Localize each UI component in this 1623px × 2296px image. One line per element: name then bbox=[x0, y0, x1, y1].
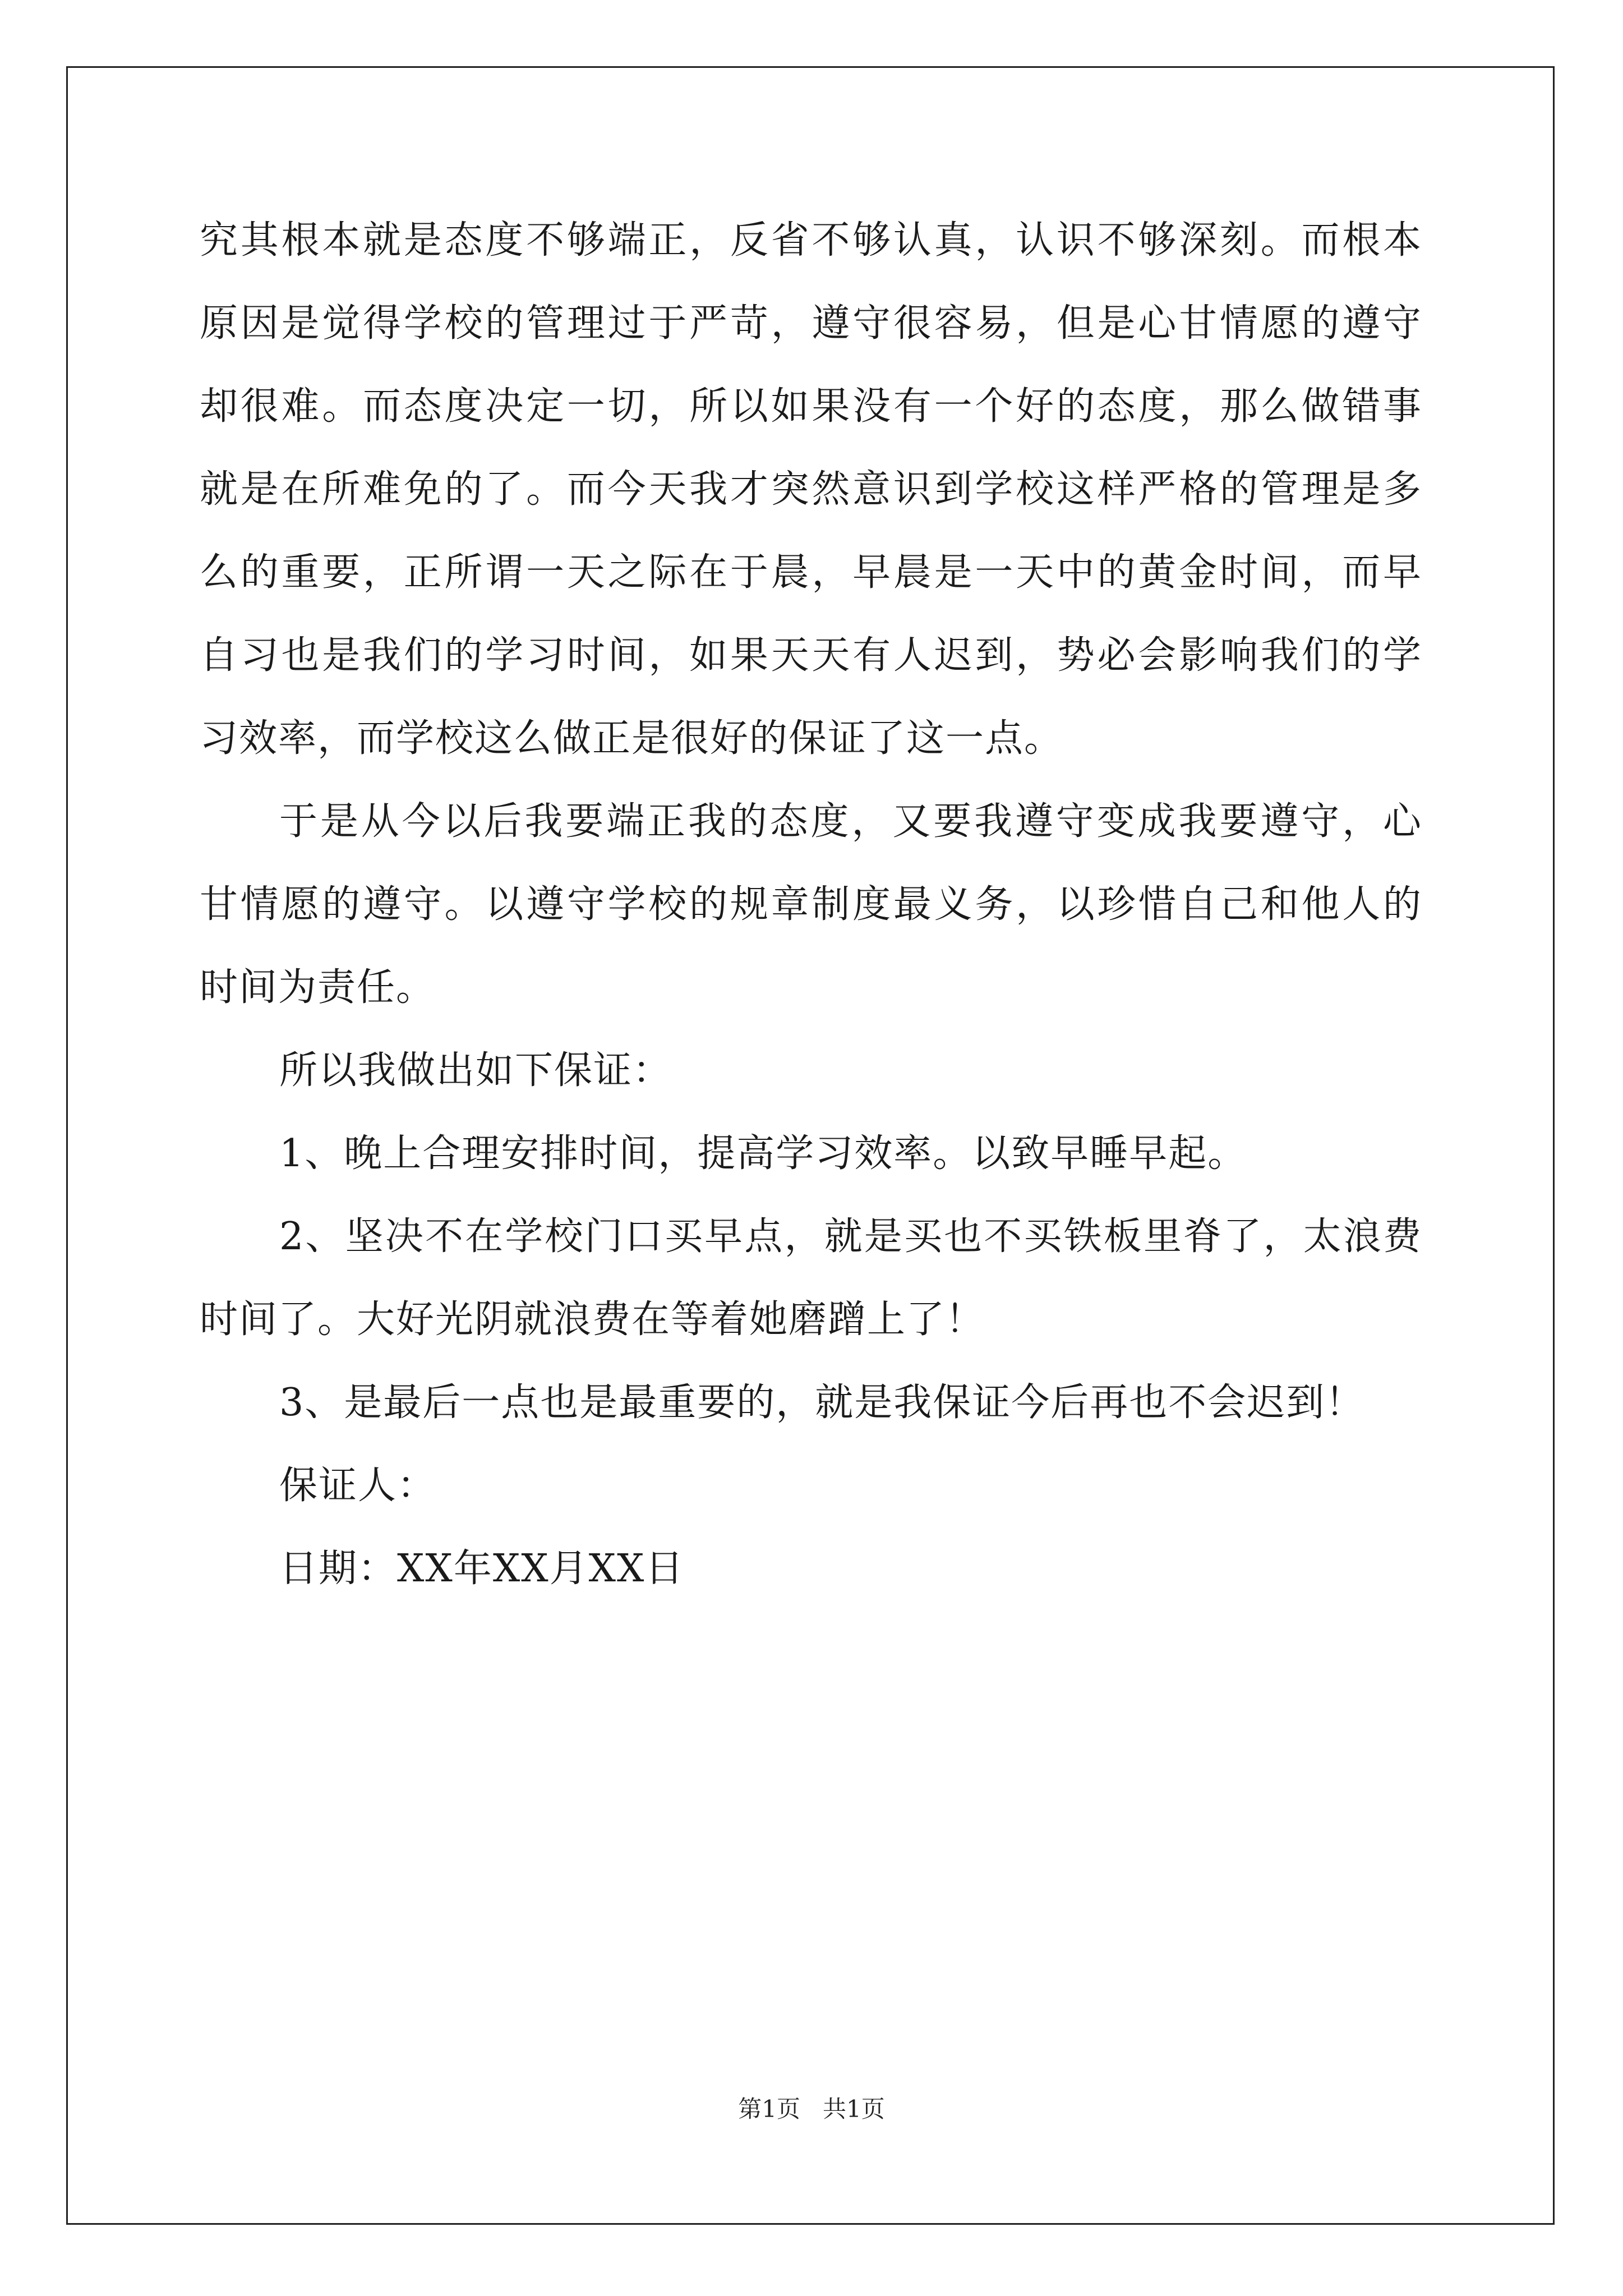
guarantee-item-2 bbox=[200, 1195, 1422, 1361]
text-line: 2、坚决不在学校门口买早点，就是买也不买铁板里脊了，太浪费 bbox=[279, 1214, 1422, 1259]
paragraph-resolution bbox=[200, 780, 1422, 1029]
text-line: 就是在所难免的了。而今天我才突然意识到学校这样严格的管理是多 bbox=[200, 467, 1422, 512]
document-body bbox=[200, 199, 1422, 1611]
text-line: 时间了。大好光阴就浪费在等着她磨蹭上了！ bbox=[200, 1297, 985, 1342]
text-line: 原因是觉得学校的管理过于严苛，遵守很容易，但是心甘情愿的遵守 bbox=[200, 301, 1422, 346]
guarantee-item-1: 1、晚上合理安排时间，提高学习效率。以致早睡早起。 bbox=[279, 1131, 1247, 1176]
date-line: 日期：XX年XX月XX日 bbox=[279, 1547, 685, 1591]
text-line: 时间为责任。 bbox=[200, 965, 436, 1010]
text-line: 习效率，而学校这么做正是很好的保证了这一点。 bbox=[200, 716, 1064, 761]
text-line: 甘情愿的遵守。以遵守学校的规章制度最义务，以珍惜自己和他人的 bbox=[200, 882, 1422, 927]
guarantee-item-3: 3、是最后一点也是最重要的，就是我保证今后再也不会迟到！ bbox=[279, 1381, 1365, 1425]
text-line: 却很难。而态度决定一切，所以如果没有一个好的态度，那么做错事 bbox=[200, 384, 1422, 429]
text-line: 于是从今以后我要端正我的态度，又要我遵守变成我要遵守，心 bbox=[279, 799, 1422, 844]
guarantor-label: 保证人： bbox=[279, 1464, 437, 1508]
text-line: 自习也是我们的学习时间，如果天天有人迟到，势必会影响我们的学 bbox=[200, 633, 1422, 678]
text-line: 究其根本就是态度不够端正，反省不够认真，认识不够深刻。而根本 bbox=[200, 218, 1422, 263]
text-line: 么的重要，正所谓一天之际在于晨，早晨是一天中的黄金时间，而早 bbox=[200, 550, 1422, 595]
paragraph-attitude bbox=[200, 199, 1422, 780]
page-footer: 第1页 共1页 bbox=[738, 2095, 885, 2123]
guarantee-intro: 所以我做出如下保证： bbox=[279, 1048, 672, 1093]
